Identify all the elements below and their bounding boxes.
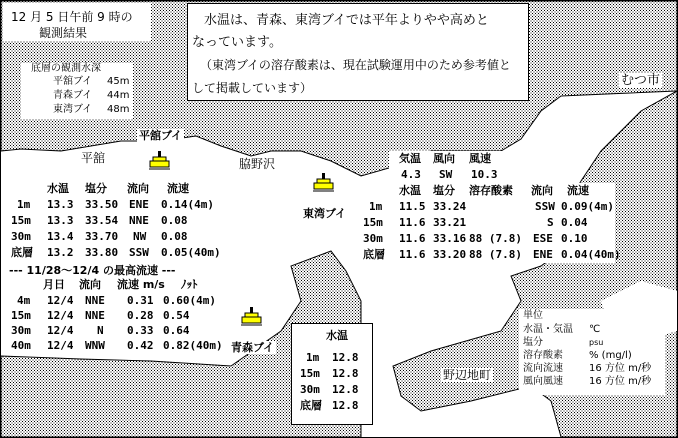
maxflow-header-date: 月日: [43, 278, 65, 291]
units-r1-label: 塩分: [523, 337, 543, 348]
maxflow-r3-ms: 0.42: [127, 339, 154, 352]
touwan-weather-dir: SW: [439, 168, 453, 181]
maxflow-r1-ms: 0.28: [127, 309, 154, 322]
maxflow-r2-dir: N: [97, 324, 104, 337]
hiradate-header-temp: 水温: [47, 182, 69, 195]
hiradate-r1-temp: 13.3: [47, 214, 74, 227]
maxflow-r3-dir: WNW: [85, 339, 105, 352]
notice-line-2: なっています。: [192, 35, 282, 50]
touwan-r1-speed: 0.04: [561, 216, 588, 229]
maxflow-r3-knot: 0.82(40m): [163, 339, 223, 352]
touwan-r3-speed: 0.04(40m): [561, 248, 621, 261]
maxflow-r1-knot: 0.54: [163, 309, 190, 322]
units-r3-label: 流向流速: [523, 363, 563, 374]
hiradate-header-dir: 流向: [127, 182, 149, 195]
touwan-r3-temp: 11.6: [399, 248, 426, 261]
hiradate-buoy-icon: [149, 151, 171, 171]
touwan-r2-speed: 0.10: [561, 232, 588, 245]
touwan-header-dir: 流向: [531, 184, 553, 197]
maxflow-r2-depth: 30m: [11, 324, 31, 337]
maxflow-r0-ms: 0.31: [127, 294, 154, 307]
maxflow-r2-ms: 0.33: [127, 324, 154, 337]
touwan-r1-sal: 33.21: [433, 216, 467, 229]
hiradate-r0-depth: 1m: [17, 198, 31, 211]
touwan-weather-header-dir: 風向: [433, 152, 455, 165]
buoy-label-touwan: 東湾ブイ: [303, 207, 347, 220]
touwan-weather-speed: 10.3: [471, 168, 498, 181]
maxflow-r0-date: 12/4: [47, 294, 74, 307]
depth-row-hiradate-name: 平舘ブイ: [53, 76, 93, 87]
maxflow-r0-knot: 0.60(4m): [163, 294, 216, 307]
units-r0-unit: ℃: [589, 324, 601, 335]
units-r4-unit: 16 方位 m/秒: [589, 376, 652, 387]
maxflow-r1-depth: 15m: [11, 309, 31, 322]
aomori-r1-depth: 15m: [300, 367, 320, 380]
aomori-r0-depth: 1m: [306, 351, 320, 364]
hiradate-r3-dir: SSW: [129, 246, 149, 259]
touwan-weather-header-speed: 風速: [469, 152, 491, 165]
units-r2-unit: % (mg/l): [589, 350, 632, 361]
touwan-weather: [389, 151, 509, 185]
touwan-r2-do: 88 (7.8): [469, 232, 522, 245]
maxflow-table: [3, 263, 225, 355]
touwan-weather-temp: 4.3: [401, 168, 421, 181]
touwan-table: [357, 183, 621, 263]
hiradate-r1-speed: 0.08: [161, 214, 188, 227]
hiradate-r0-dir: ENE: [129, 198, 149, 211]
hiradate-header-sal: 塩分: [85, 182, 107, 195]
aomori-r3-temp: 12.8: [332, 399, 359, 412]
notice-line-4: して掲載しています）: [192, 81, 313, 95]
header-box: [3, 3, 151, 41]
touwan-buoy-icon: [313, 173, 335, 193]
hiradate-r0-sal: 33.50: [85, 198, 119, 211]
notice-line-1: 水温は、青森、東湾ブイでは平年よりやや高めと: [204, 13, 489, 28]
notice-box: [187, 3, 529, 101]
hiradate-r1-sal: 33.54: [85, 214, 119, 227]
depth-row-aomori-value: 44m: [107, 90, 130, 101]
depth-row-hiradate-value: 45m: [107, 76, 130, 87]
depth-legend-title: 底層の観測水深: [31, 63, 101, 74]
place-wakinosawa: 脇野沢: [239, 157, 276, 171]
maxflow-r0-dir: NNE: [85, 294, 105, 307]
touwan-header-temp: 水温: [399, 184, 421, 197]
touwan-header-sal: 塩分: [433, 184, 455, 197]
units-r3-unit: 16 方位 m/秒: [589, 363, 652, 374]
touwan-r0-sal: 33.24: [433, 200, 467, 213]
touwan-r0-depth: 1m: [369, 200, 383, 213]
hiradate-r3-depth: 底層: [11, 246, 33, 259]
depth-row-touwan-name: 東湾ブイ: [53, 104, 93, 115]
maxflow-header-knot: ﾉｯﾄ: [181, 278, 198, 291]
aomori-header-temp: 水温: [326, 329, 348, 342]
touwan-r2-sal: 33.16: [433, 232, 467, 245]
touwan-r3-sal: 33.20: [433, 248, 467, 261]
touwan-r0-speed: 0.09(4m): [561, 200, 614, 213]
maxflow-r2-date: 12/4: [47, 324, 74, 337]
maxflow-header-dir: 流向: [79, 278, 101, 291]
maxflow-r2-knot: 0.64: [163, 324, 190, 337]
touwan-r1-depth: 15m: [363, 216, 383, 229]
title-line: 観測結果: [39, 26, 88, 40]
units-r4-label: 風向風速: [523, 376, 563, 387]
touwan-r3-depth: 底層: [363, 248, 385, 261]
units-r1-unit: psu: [589, 338, 604, 347]
depth-row-aomori-name: 青森ブイ: [53, 90, 93, 101]
touwan-r0-temp: 11.5: [399, 200, 426, 213]
touwan-header-speed: 流速: [567, 184, 589, 197]
aomori-r2-temp: 12.8: [332, 383, 359, 396]
touwan-weather-header-temp: 気温: [399, 152, 421, 165]
hiradate-header-speed: 流速: [167, 182, 189, 195]
touwan-r1-dir: S: [547, 216, 554, 229]
hiradate-r1-depth: 15m: [11, 214, 31, 227]
units-r0-label: 水温・気温: [523, 324, 573, 335]
units-r2-label: 溶存酸素: [523, 350, 563, 361]
hiradate-r2-speed: 0.08: [161, 230, 188, 243]
touwan-r2-dir: ESE: [533, 232, 553, 245]
hiradate-r0-temp: 13.3: [47, 198, 74, 211]
place-nohejimachi: 野辺地町: [443, 368, 492, 382]
buoy-label-hiradate: 平舘ブイ: [139, 129, 183, 142]
hiradate-r3-sal: 33.80: [85, 246, 119, 259]
maxflow-header-ms: 流速 m/s: [117, 278, 165, 291]
buoy-label-aomori: 青森ブイ: [231, 341, 275, 354]
units-title: 単位: [523, 310, 543, 321]
hiradate-r2-depth: 30m: [11, 230, 31, 243]
aomori-r1-temp: 12.8: [332, 367, 359, 380]
maxflow-r3-depth: 40m: [11, 339, 31, 352]
touwan-r0-dir: SSW: [535, 200, 555, 213]
hiradate-r2-sal: 33.70: [85, 230, 119, 243]
aomori-r3-depth: 底層: [300, 399, 322, 412]
maxflow-r0-depth: 4m: [17, 294, 31, 307]
touwan-r2-depth: 30m: [363, 232, 383, 245]
aomori-buoy-icon: [241, 307, 263, 327]
touwan-header-do: 溶存酸素: [469, 184, 513, 197]
touwan-r3-dir: ENE: [533, 248, 553, 261]
aomori-r0-temp: 12.8: [332, 351, 359, 364]
date-line: 12 月 5 日午前 9 時の: [11, 10, 133, 24]
hiradate-r2-dir: NW: [133, 230, 147, 243]
maxflow-title: --- 11/28～12/4 の最高流速 ---: [9, 264, 176, 277]
units-legend: [519, 309, 665, 395]
maxflow-r1-dir: NNE: [85, 309, 105, 322]
maxflow-r3-date: 12/4: [47, 339, 74, 352]
touwan-r1-temp: 11.6: [399, 216, 426, 229]
hiradate-r3-speed: 0.05(40m): [161, 246, 221, 259]
depth-row-touwan-value: 48m: [107, 104, 130, 115]
aomori-r2-depth: 30m: [300, 383, 320, 396]
hiradate-r1-dir: NNE: [129, 214, 149, 227]
place-hiradate: 平舘: [81, 151, 106, 165]
touwan-r3-do: 88 (7.8): [469, 248, 522, 261]
hiradate-r2-temp: 13.4: [47, 230, 74, 243]
hiradate-r3-temp: 13.2: [47, 246, 74, 259]
place-mutsu: むつ市: [621, 73, 661, 88]
maxflow-r1-date: 12/4: [47, 309, 74, 322]
hiradate-r0-speed: 0.14(4m): [161, 198, 214, 211]
hiradate-table: [3, 179, 225, 263]
depth-legend: [21, 63, 133, 119]
touwan-r2-temp: 11.6: [399, 232, 426, 245]
notice-line-3: （東湾ブイの溶存酸素は、現在試験運用中のため参考値と: [200, 58, 511, 72]
aomori-table: [291, 323, 373, 425]
